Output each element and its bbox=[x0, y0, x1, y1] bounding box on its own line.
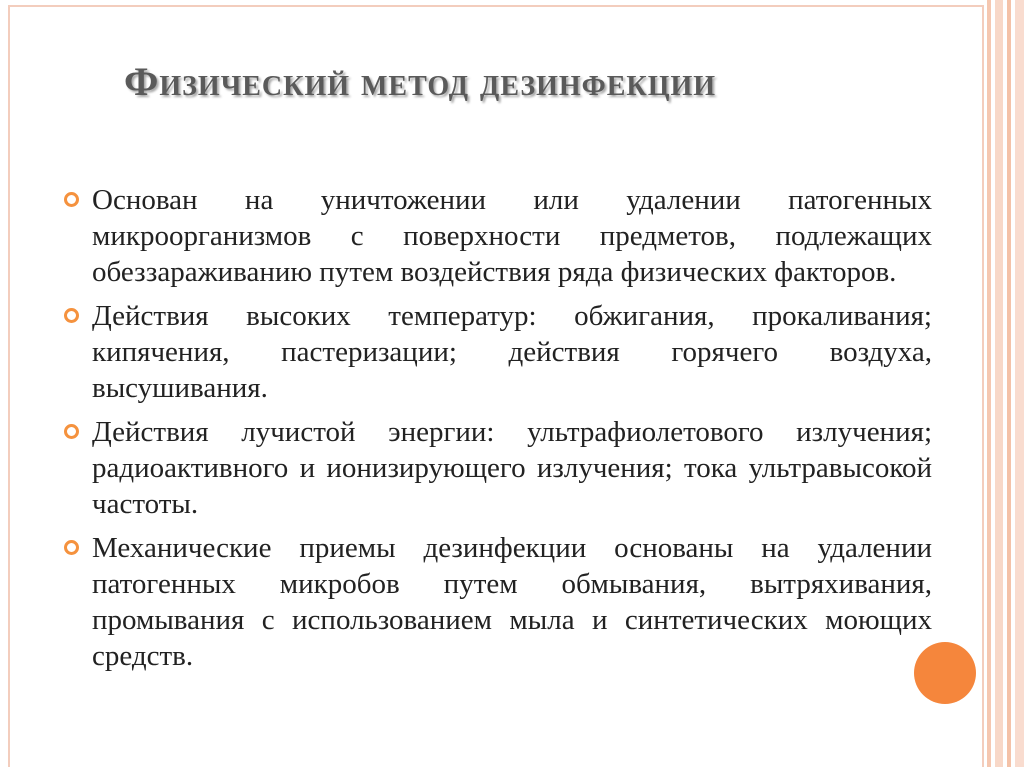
slide-title: Физический метод дезинфекции bbox=[124, 59, 717, 104]
bullet-text: Действия лучистой энергии: ультрафиолетового излучения; радиоактивного и ионизирующего излучения; тока ультравысокой частоты. bbox=[92, 416, 932, 520]
bullet-text: Действия высоких температур: обжигания, прокаливания; кипячения, пастеризации; действия горячего воздуха, высушивания. bbox=[92, 300, 932, 404]
decorative-stripe bbox=[1015, 0, 1024, 767]
bullet-text: Механические приемы дезинфекции основаны на удалении патогенных микробов путем обмывания, вытряхивания, промывания с использованием мыла и синтетических моющих средств. bbox=[92, 532, 932, 672]
bullet-item bbox=[60, 530, 932, 674]
circle-bullet-icon bbox=[64, 192, 79, 207]
bullet-item bbox=[60, 414, 932, 522]
circle-bullet-icon bbox=[64, 424, 79, 439]
bullet-list bbox=[60, 182, 932, 682]
circle-bullet-icon bbox=[64, 540, 79, 555]
decorative-stripe bbox=[987, 0, 991, 767]
decorative-stripe bbox=[1007, 0, 1011, 767]
bullet-item bbox=[60, 182, 932, 290]
decorative-stripe bbox=[995, 0, 1003, 767]
circle-bullet-icon bbox=[64, 308, 79, 323]
bullet-text: Основан на уничтожении или удалении патогенных микроорганизмов с поверхности предметов, подлежащих обеззараживанию путем воздействия ряда физических факторов. bbox=[92, 184, 932, 288]
bullet-item bbox=[60, 298, 932, 406]
decorative-orange-circle bbox=[914, 642, 976, 704]
